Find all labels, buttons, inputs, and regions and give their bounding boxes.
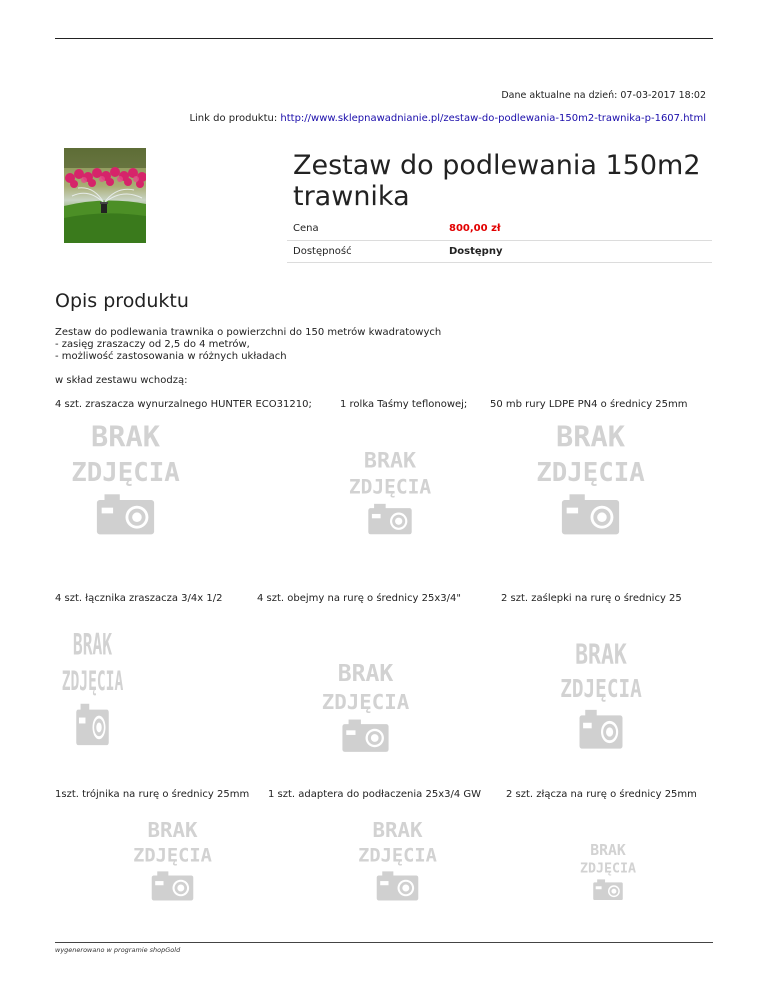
item-label: 1 rolka Taśmy teflonowej; bbox=[340, 399, 468, 410]
data-date: Dane aktualne na dzień: 07-03-2017 18:02 bbox=[501, 90, 706, 101]
no-image-placeholder bbox=[115, 816, 230, 906]
placeholder-line1: BRAK bbox=[147, 817, 198, 842]
description-text bbox=[55, 327, 441, 363]
placeholder-line2: ZDJĘCIA bbox=[560, 674, 642, 704]
description-line: - możliwość zastosowania w różnych układach bbox=[55, 351, 287, 362]
placeholder-line2: ZDJĘCIA bbox=[580, 861, 636, 877]
price-value: 800,00 zł bbox=[443, 218, 712, 240]
description-heading: Opis produktu bbox=[55, 290, 189, 312]
placeholder-line1: BRAK bbox=[372, 817, 423, 842]
item-label: 4 szt. obejmy na rurę o średnicy 25x3/4" bbox=[257, 593, 461, 604]
no-image-placeholder bbox=[558, 636, 644, 756]
item-label: 1 szt. adaptera do podłaczenia 25x3/4 GW bbox=[268, 789, 482, 800]
footer-text: wygenerowano w programie shopGold bbox=[55, 946, 181, 954]
product-link[interactable]: http://www.sklepnawadnianie.pl/zestaw-do-podlewania-150m2-trawnika-p-1607.html bbox=[280, 113, 706, 124]
item-label: 2 szt. złącza na rurę o średnicy 25mm bbox=[506, 789, 697, 800]
item-image bbox=[115, 816, 230, 906]
placeholder-line1: BRAK bbox=[590, 841, 626, 859]
no-image-placeholder bbox=[313, 658, 418, 758]
item-image bbox=[60, 625, 125, 753]
sprinkler-flowers-photo bbox=[64, 148, 146, 243]
item-image bbox=[552, 840, 664, 904]
no-image-placeholder bbox=[340, 446, 440, 540]
camera-icon bbox=[368, 504, 411, 534]
camera-icon bbox=[593, 879, 623, 900]
placeholder-line2: ZDJĘCIA bbox=[536, 457, 645, 488]
placeholder-line2: ZDJĘCIA bbox=[358, 845, 437, 867]
price-label: Cena bbox=[287, 218, 443, 240]
item-image bbox=[340, 816, 455, 906]
camera-icon bbox=[76, 704, 109, 745]
placeholder-line1: BRAK bbox=[337, 661, 394, 688]
item-label: 2 szt. zaślepki na rurę o średnicy 25 bbox=[501, 593, 682, 604]
item-image bbox=[68, 418, 183, 542]
camera-icon bbox=[562, 494, 619, 534]
item-image bbox=[558, 636, 644, 756]
availability-row bbox=[287, 240, 712, 262]
product-photo bbox=[64, 148, 146, 243]
no-image-placeholder bbox=[533, 418, 648, 542]
placeholder-line1: BRAK bbox=[363, 448, 417, 474]
placeholder-line1: BRAK bbox=[575, 637, 627, 671]
item-label: 50 mb rury LDPE PN4 o średnicy 25mm bbox=[490, 399, 688, 410]
placeholder-line2: ZDJĘCIA bbox=[348, 475, 432, 499]
top-divider bbox=[55, 38, 713, 39]
placeholder-line1: BRAK bbox=[72, 627, 113, 662]
placeholder-line2: ZDJĘCIA bbox=[71, 457, 180, 488]
item-image bbox=[340, 446, 440, 540]
bottom-divider bbox=[55, 942, 713, 943]
placeholder-line2: ZDJĘCIA bbox=[133, 845, 212, 867]
product-link-label: Link do produktu: bbox=[189, 113, 278, 124]
item-label: 1szt. trójnika na rurę o średnicy 25mm bbox=[55, 789, 250, 800]
camera-icon bbox=[377, 871, 419, 900]
composition-label: w skład zestawu wchodzą: bbox=[55, 375, 188, 386]
availability-label: Dostępność bbox=[287, 240, 443, 262]
camera-icon bbox=[342, 720, 388, 752]
availability-value: Dostępny bbox=[443, 240, 712, 262]
item-label: 4 szt. zraszacza wynurzalnego HUNTER ECO31210; bbox=[55, 399, 312, 410]
no-image-placeholder bbox=[68, 418, 183, 542]
placeholder-line1: BRAK bbox=[556, 419, 625, 454]
placeholder-line1: BRAK bbox=[91, 419, 160, 454]
price-row bbox=[287, 218, 712, 240]
camera-icon bbox=[152, 871, 194, 900]
item-label: 4 szt. łącznika zraszacza 3/4x 1/2 bbox=[55, 593, 223, 604]
camera-icon bbox=[97, 494, 154, 534]
item-image bbox=[533, 418, 648, 542]
item-image bbox=[313, 658, 418, 758]
no-image-placeholder bbox=[60, 625, 125, 753]
placeholder-line2: ZDJĘCIA bbox=[61, 666, 124, 698]
camera-icon bbox=[580, 710, 623, 749]
description-line: - zasięg zraszaczy od 2,5 do 4 metrów, bbox=[55, 339, 250, 350]
product-specs bbox=[287, 218, 712, 263]
description-line: Zestaw do podlewania trawnika o powierzchni do 150 metrów kwadratowych bbox=[55, 327, 442, 338]
no-image-placeholder bbox=[340, 816, 455, 906]
product-link-line bbox=[189, 113, 706, 124]
product-title: Zestaw do podlewania 150m2 trawnika bbox=[293, 150, 701, 212]
placeholder-line2: ZDJĘCIA bbox=[321, 689, 410, 714]
no-image-placeholder bbox=[552, 840, 664, 904]
